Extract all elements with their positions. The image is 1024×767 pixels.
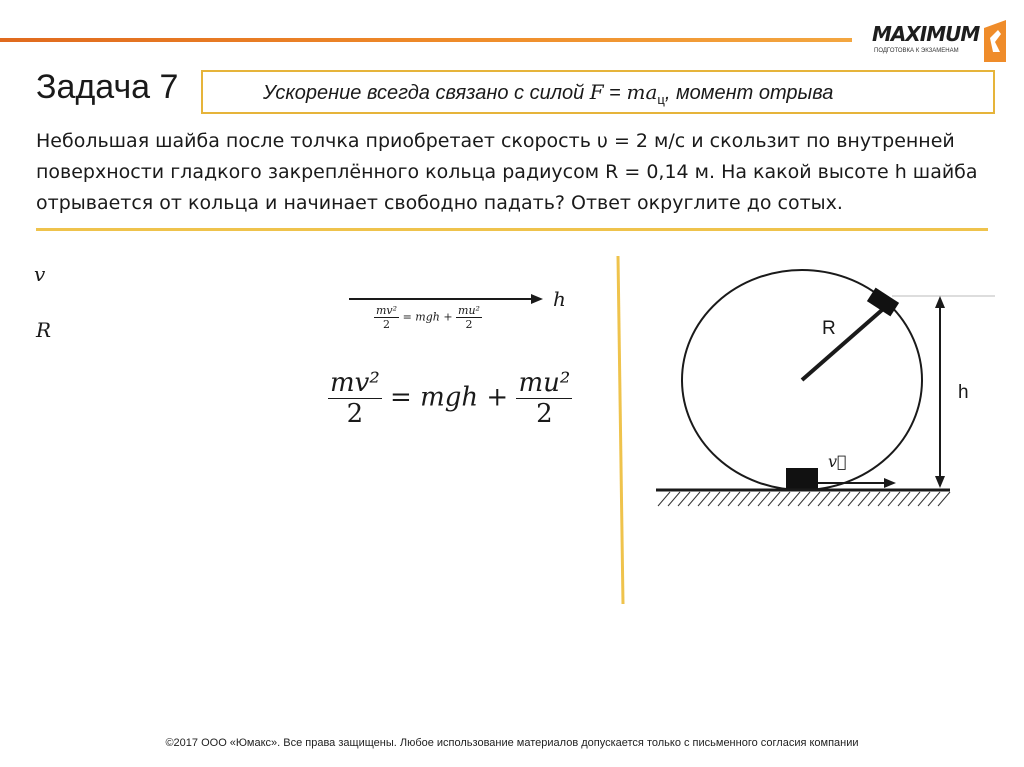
section-divider <box>36 228 988 231</box>
hint-formula-lhs: F <box>589 80 604 104</box>
big-eq-den-left: 2 <box>346 399 364 429</box>
hint-prefix: Ускорение всегда связано с силой <box>263 82 585 104</box>
puck-top <box>867 288 899 317</box>
maximum-logo <box>872 18 1012 64</box>
hint-suffix: , момент отрыва <box>664 82 834 104</box>
hint-box <box>201 70 995 114</box>
note-v: v <box>34 262 46 286</box>
diagram-v-label: v⃗ <box>828 452 847 471</box>
small-eq-num-left: mv² <box>376 304 398 317</box>
small-eq-den-left: 2 <box>383 318 391 331</box>
diagram-h-label: h <box>958 382 969 403</box>
big-eq-middle: = mgh + <box>390 382 509 413</box>
problem-statement <box>36 126 996 219</box>
copyright-footer: ©2017 ООО «Юмакс». Все права защищены. Любое использование материалов допускается только с письменного согласия компании <box>165 737 859 749</box>
problem-line: отрывается от кольца и начинает свободно падать? Ответ округлите до сотых. <box>36 192 843 214</box>
header-bar <box>0 38 852 42</box>
big-equation <box>328 368 572 429</box>
task-title: Задача 7 <box>36 68 179 106</box>
problem-line: Небольшая шайба после толчка приобретает скорость υ = 2 м/с и скользит по внутренней <box>36 130 955 152</box>
small-eq-den-right: 2 <box>465 318 473 331</box>
big-eq-den-right: 2 <box>536 399 553 429</box>
hint-text: Ускорение всегда связано с силой $F = ma_ц$, момент отрыва <box>263 80 834 107</box>
hint-formula-rhs: ma <box>626 80 658 104</box>
small-eq-num-right: mu² <box>458 304 480 317</box>
note-r: R <box>36 318 52 342</box>
vertical-divider <box>612 254 628 606</box>
small-equation <box>374 304 482 331</box>
logo-subtitle: ПОДГОТОВКА К ЭКЗАМЕНАМ <box>874 48 959 54</box>
big-eq-num-left: mv² <box>330 368 380 398</box>
logo-word: MAXIMUM <box>872 22 980 46</box>
diagram-r-label: R <box>822 318 836 339</box>
ground-hatching <box>658 492 950 506</box>
big-eq-num-right: mu² <box>518 368 571 398</box>
hint-formula-sub: ц <box>657 92 665 107</box>
problem-line: поверхности гладкого закреплённого кольца радиусом R = 0,14 м. На какой высоте h шайба <box>36 161 978 183</box>
radius-line <box>802 310 882 380</box>
logo-mark-icon <box>976 18 1010 64</box>
puck-bottom <box>786 468 818 490</box>
small-eq-middle: = mgh + <box>402 310 453 324</box>
h-arrow-label: h <box>553 287 566 311</box>
